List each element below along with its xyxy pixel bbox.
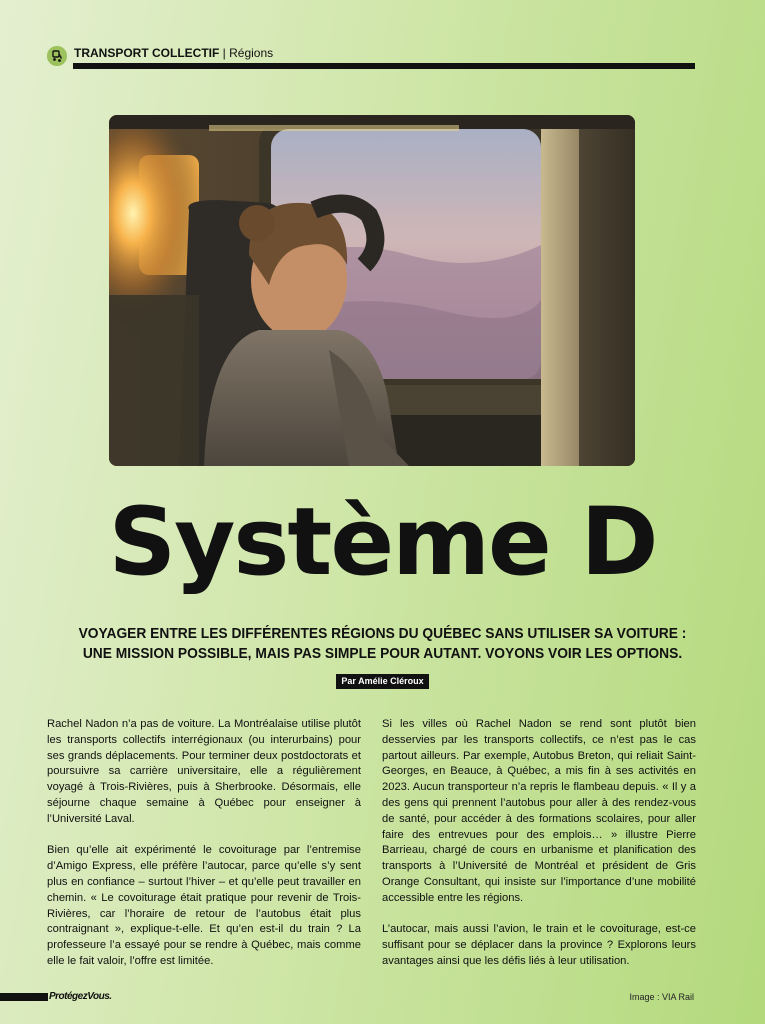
bus-stop-icon (47, 46, 67, 66)
byline-container (0, 671, 765, 689)
footer-bar (0, 993, 48, 1001)
section-name: TRANSPORT COLLECTIF (74, 46, 220, 60)
deck-line-1: VOYAGER ENTRE LES DIFFÉRENTES RÉGIONS DU QUÉBEC SANS UTILISER SA VOITURE : (78, 625, 687, 642)
paragraph: Rachel Nadon n’a pas de voiture. La Montréalaise utilise plutôt les transports collectifs interrégionaux (ou interurbains) pour ses grands déplacements. Pour terminer deux postdoctorats et poursuivre sa carrière universitaire, elle a régulièrement voyagé à Trois-Rivières, puis à Sherbrooke. Désormais, elle séjourne chaque semaine à Québec pour enseigner à l’Université Laval. (47, 718, 361, 825)
section-header (47, 45, 695, 71)
article-deck (49, 624, 716, 664)
paragraph: L’autocar, mais aussi l’avion, le train et le covoiturage, est-ce suffisant pour se déplacer dans la province ? Explorons leurs avantages ainsi que les défis liés à leur utilisation. (382, 923, 696, 967)
body-column-right (382, 717, 696, 986)
deck-line-2: UNE MISSION POSSIBLE, MAIS PAS SIMPLE POUR AUTANT. VOYONS VOIR LES OPTIONS. (82, 645, 683, 662)
image-credit: Image : VIA Rail (629, 992, 694, 1002)
train-passenger-photo (109, 115, 635, 466)
paragraph: Si les villes où Rachel Nadon se rend sont plutôt bien desservies par les transports collectifs, ce n’est pas le cas partout ailleurs. Par exemple, Autobus Breton, qui reliait Saint-Georges, en Beauce, à Québec, a mis fin à ses activités en 2023. Aucun transporteur n’a repris le flambeau depuis. « Il y a des gens qui prennent l’autobus pour aller à des rendez-vous de santé, pour accéder à des formations scolaires, pour aller faire des entrevues pour des emplois… » illustre Pierre Barrieau, chargé de cours en urbanisme et planification des transports à l’Université de Montréal et président de Gris Orange Consultant, qui insiste sur l’importance d’une mobilité accessible entre les régions. (382, 718, 696, 904)
article-title: Système D (108, 488, 657, 597)
section-label (74, 46, 273, 60)
byline: Par Amélie Cléroux (336, 674, 428, 689)
magazine-brand: ProtégezVous. (49, 991, 112, 1002)
body-column-left (47, 717, 361, 986)
section-subsection: Régions (229, 46, 274, 60)
paragraph: Bien qu’elle ait expérimenté le covoiturage par l’entremise d’Amigo Express, elle préfère l’autocar, parce qu’elle s’y sent plus en confiance – surtout l’hiver – et qu’elle peut travailler en chemin. « Le covoiturage était pratique pour revenir de Trois-Rivières, car l’horaire de retour de l’autobus était plus contraignant », explique-t-elle. Et qu’en est-il du train ? La professeure l’a essayé pour se rendre à Québec, mais comme elle le fait valoir, l’offre est limitée. (47, 844, 361, 967)
section-separator: | (219, 46, 230, 60)
header-rule (73, 63, 695, 69)
